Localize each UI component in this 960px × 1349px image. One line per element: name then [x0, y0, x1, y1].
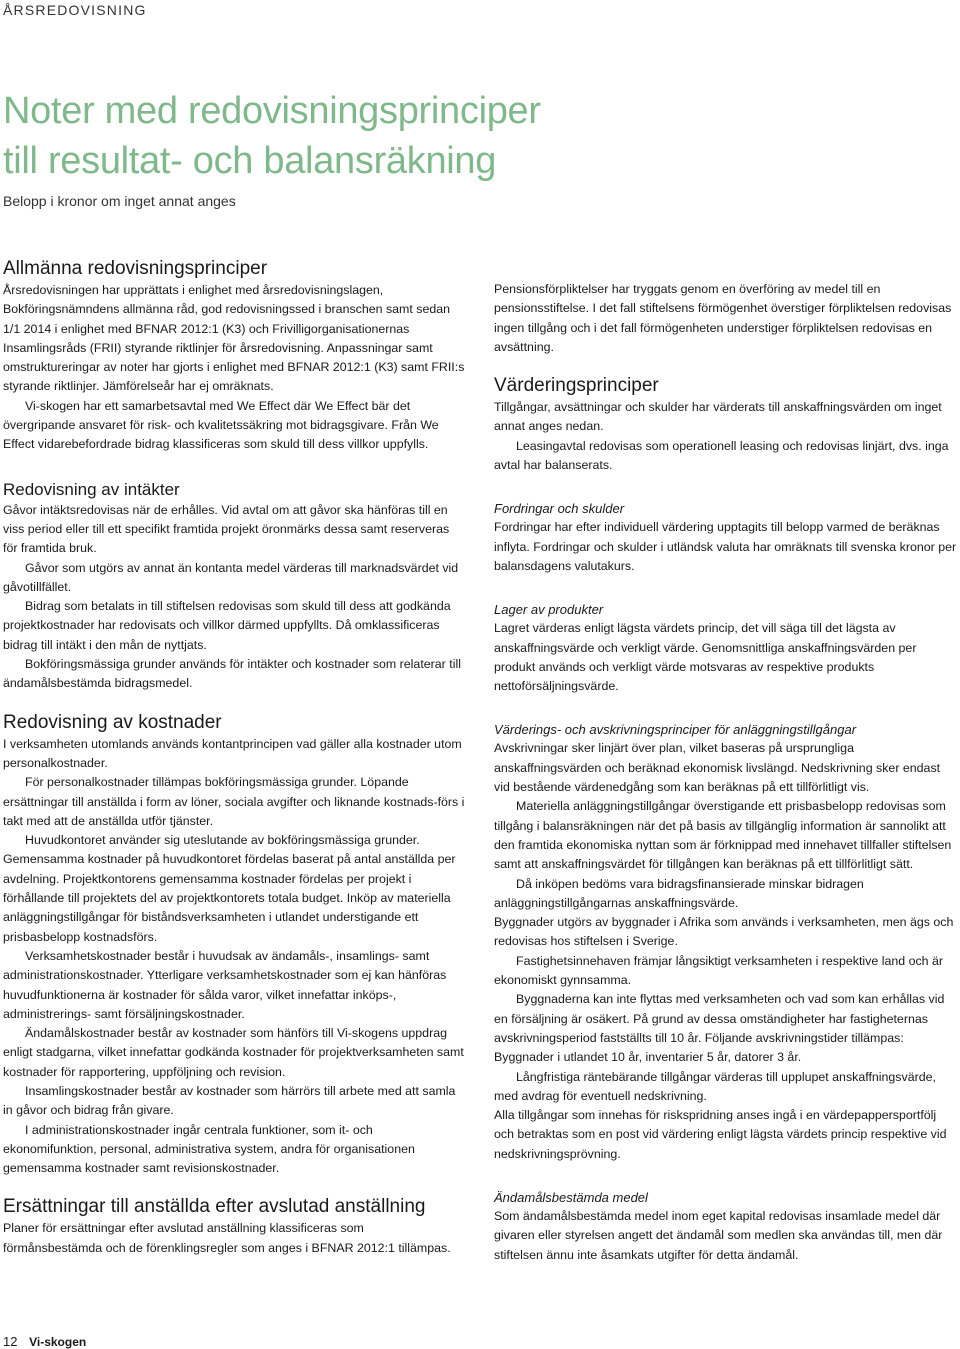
- page-number: 12: [3, 1334, 18, 1349]
- paragraph: Avskrivningar sker linjärt över plan, vilket baseras på ursprungliga anskaffningsvärden och beräknad ekonomisk livslängd. Nedskrivning sker endast vid bestående värdenedgång som kan beräknas på ett tillförlitligt vis.: [494, 741, 941, 795]
- paragraph: Materiella anläggningstillgångar överstigande ett prisbasbelopp redovisas som tillgång i balansräkningen när det på basis av tillgänglig information är sannolikt att den framtida ekonomiska nyttan som är förknippad med innehavet tillfaller stiftelsen samt att anskaffningsvärdet för tillgången kan beräknas på ett tillförlitligt sätt.: [494, 799, 952, 872]
- section-heading: Redovisning av intäkter: [3, 479, 180, 499]
- subsection-heading: Fordringar och skulder: [494, 501, 625, 517]
- section-ersattningar: [3, 1195, 466, 1258]
- paragraph: Bidrag som betalats in till stiftelsen redovisas som skuld till dess att godkända projektkostnader har redovisats och villkor därmed uppfyllts. Då omklassificeras bidrag till intäkt i den mån de nyttjats.: [3, 599, 451, 652]
- paragraph: Fordringar har efter individuell värdering upptagits till belopp varmed de beräknas inflyta. Fordringar och skulder i utländsk valuta har omräknats till svenska kronor per balansdagens valutakurs.: [494, 520, 957, 573]
- page-title: [3, 86, 903, 186]
- paragraph: Huvudkontoret använder sig uteslutande av bokföringsmässiga grunder. Gemensamma kostnader på huvudkontoret fördelas baserat på antal anställda per avdelning. Projektkontorens gemensamma kostnader fördelas per projekt i förhållande till projektets del av projektkontorets totala budget. Inköp av materiella anläggningstillgångar för biståndsverksamheten i utlandet understigande ett prisbasbelopp kostnadsförs.: [3, 833, 456, 944]
- page-subtitle: Belopp i kronor om inget annat anges: [3, 193, 236, 209]
- page-title-line-2: till resultat- och balansräkning: [3, 140, 497, 182]
- section-allmanna: [3, 257, 466, 455]
- section-heading: Ersättningar till anställda efter avslutad anställning: [3, 1196, 426, 1218]
- paragraph: Byggnader utgörs av byggnader i Afrika som används i verksamheten, men ägs och redovisas hos stiftelsen i Sverige.: [494, 915, 954, 949]
- paragraph: Verksamhetskostnader består i huvudsak av ändamåls-, insamlings- samt administrationskostnader. Ytterligare verksamhetskostnader som ej kan hänföras huvudfunktionerna är kostnader för sålda varor, vilket innefattar inköps-, administrerings- samt försäljningskostnader.: [3, 948, 447, 1021]
- section-lager: [494, 600, 959, 696]
- page-title-line-1: Noter med redovisningsprinciper: [3, 90, 541, 132]
- left-column: [3, 257, 466, 1275]
- paragraph: Årsredovisningen har upprättats i enlighet med årsredovisningslagen, Bokföringsnämndens allmänna råd, god redovisningssed i branschen samt sedan 1/1 2014 i enlighet med BFNAR 2012:1 (K3) och Frivilligorganisationernas Insamlingsråds (FRII) styrande riktlinjer för årsredovisning. Anpassningar samt omstruktureringar av noter har gjorts i enlighet med BFNAR 2012:1 (K3) samt FRII:s styrande riktlinjer. Jämförelseår har ej omräknats.: [3, 283, 465, 394]
- section-pension: [494, 280, 959, 357]
- section-vardering: [494, 374, 959, 475]
- section-heading: Värderingsprinciper: [494, 375, 659, 397]
- section-heading: Redovisning av kostnader: [3, 711, 222, 733]
- paragraph: Alla tillgångar som innehas för riskspridning anses ingå i en värdepappersportfölj och betraktas som en post vid värdering enligt lägsta värdets princip respektive vid nedskrivningsprövning.: [494, 1108, 947, 1161]
- paragraph: Som ändamålsbestämda medel inom eget kapital redovisas insamlade medel där givaren eller styrelsen angett det ändamål som medlen ska användas till, men där stiftelsen ännu inte åsamkats utgifter för detta ändamål.: [494, 1208, 943, 1262]
- paragraph: Fastighetsinnehaven främjar långsiktigt verksamheten i respektive land och är ekonomiskt gynnsamma.: [494, 953, 944, 988]
- subsection-heading: Lager av produkter: [494, 602, 604, 618]
- subsection-heading: Ändamålsbestämda medel: [494, 1189, 648, 1205]
- paragraph: Planer för ersättningar efter avslutad anställning klassificeras som förmånsbestämda och de förenklingsregler som anges i BFNAR 2012:1 tillämpas.: [3, 1221, 451, 1255]
- paragraph: Gåvor som utgörs av annat än kontanta medel värderas till marknadsvärdet vid gåvotillfället.: [3, 560, 459, 594]
- paragraph: Långfristiga räntebärande tillgångar värderas till upplupet anskaffningsvärde, med avdrag för eventuell nedskrivning.: [494, 1069, 936, 1103]
- right-column: [494, 280, 959, 1282]
- section-andamal: [494, 1188, 959, 1265]
- paragraph: Tillgångar, avsättningar och skulder har värderats till anskaffningsvärden om inget annat anges nedan.: [494, 400, 942, 434]
- paragraph: Bokföringsmässiga grunder används för intäkter och kostnader som relaterar till ändamålsbestämda bidragsmedel.: [3, 657, 461, 691]
- paragraph: Pensionsförpliktelser har tryggats genom en överföring av medel till en pensionsstiftelse. I det fall stiftelsens förmögenhet överstiger förpliktelsen redovisas ingen tillgång och i det fall förmögenheten understiger förpliktelsen redovisas en avsättning.: [494, 282, 952, 354]
- paragraph: Insamlingskostnader består av kostnader som härrörs till arbete med att samla in gåvor och bidrag från givare.: [3, 1083, 456, 1118]
- section-fordringar: [494, 499, 959, 576]
- subsection-heading: Värderings- och avskrivningsprinciper för anläggningstillgångar: [494, 722, 857, 738]
- paragraph: Gåvor intäktsredovisas när de erhålles. Vid avtal om att gåvor ska hänföras till en viss period eller till ett specifikt framtida projekt öronmärks dessa samt reserveras för framtida bruk.: [3, 502, 450, 556]
- page-footer: [3, 1334, 86, 1349]
- paragraph: Lagret värderas enligt lägsta värdets princip, det vill säga till det lägsta av anskaffningsvärde och verkligt värde. Genomsnittliga anskaffningsvärden per produkt används och verkligt värde motsvaras av respektive produkts nettoförsäljningsvärde.: [494, 621, 917, 694]
- paragraph: I verksamheten utomlands används kontantprincipen vad gäller alla kostnader utom personalkostnader.: [3, 736, 462, 770]
- footer-brand: Vi-skogen: [29, 1335, 87, 1349]
- paragraph: Byggnaderna kan inte flyttas med verksamheten och vad som kan erhållas vid en försäljning är osäkert. På grund av dessa omständigheter har fastigheternas avskrivningsperiod fastställts till 10 år. Följande avskrivningstider tillämpas: Byggnader i utlandet 10 år, inventarier 5 år, datorer 3 år.: [494, 992, 945, 1065]
- paragraph: Vi-skogen har ett samarbetsavtal med We Effect där We Effect bär det övergripande ansvaret för risk- och kvalitetssäkring mot bidragsgivare. Från We Effect vidarebefordrade bidrag klassificeras som skuld till dess villkor uppfylls.: [3, 398, 439, 452]
- paragraph: Då inköpen bedöms vara bidragsfinansierade minskar bidragen anläggningstillgångarnas anskaffningsvärde.: [494, 876, 864, 910]
- running-head: ÅRSREDOVISNING: [3, 2, 147, 18]
- section-avskrivning: [494, 720, 959, 1164]
- section-intakter: [3, 479, 466, 694]
- paragraph: För personalkostnader tillämpas bokföringsmässiga grunder. Löpande ersättningar till anställda i form av löner, sociala avgifter och liknande kostnads-förs i takt med att de anställda utför tjänster.: [3, 775, 465, 828]
- paragraph: I administrationskostnader ingår centrala funktioner, som it- och ekonomifunktion, personal, administrativa system, andra för organisationen gemensamma kostnader samt revisionskostnader.: [3, 1122, 415, 1176]
- paragraph: Ändamålskostnader består av kostnader som hänförs till Vi-skogens uppdrag enligt stadgarna, vilket innefattar godkända kostnader för projektverksamheten samt kostnader för rapportering, uppföljning och revision.: [3, 1026, 464, 1079]
- section-heading: Allmänna redovisningsprinciper: [3, 258, 268, 279]
- paragraph: Leasingavtal redovisas som operationell leasing och redovisas linjärt, dvs. inga avtal har balanserats.: [494, 438, 949, 473]
- section-kostnader: [3, 711, 466, 1179]
